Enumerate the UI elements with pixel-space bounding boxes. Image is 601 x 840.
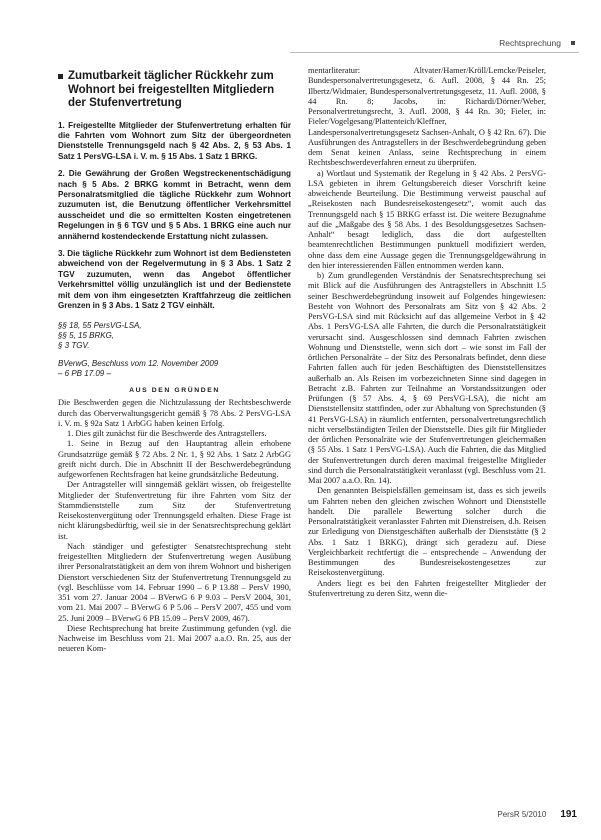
norm-ref: § 3 TGV.: [58, 341, 90, 351]
citation-line: BVerwG, Beschluss vom 12. November 2009: [58, 359, 219, 369]
leitsatz-2: 2. Die Gewährung der Großen Wegstreckenentschädigung nach § 5 Abs. 2 BRKG kommt in Betracht, wenn dem Personalratsmitglied die tägliche Rückkehr zum Wohnort zuzumuten ist, die Benutzung öffentlicher Verkehrsmittel ausscheidet und die so ermittelten Kosten eingetretenen Regelungen in § 6 TGV und § 5 Abs. 1 BRKG eine auch nur annähernd kostendeckende Erstattung nicht zulassen.: [58, 169, 291, 241]
issue-label: PersR 5/2010: [497, 810, 547, 819]
citation-line: – 6 PB 17.09 –: [58, 369, 111, 379]
header-square-icon: [571, 41, 575, 45]
body-paragraph: Nach ständiger und gefestigter Senatsrechtsprechung steht freigestellten Mitgliedern der Stufenvertretung wegen Ausübung ihrer Personalratstätigkeit an dem von ihrem Wohnort und bisherigen Dienstort verschiedenen Sitz der Stufenvertretung Trennungsgeld zu (vgl. Beschlüsse vom 14. Februar 1990 – 6 P 13.88 – PersV 1990, 351 vom 27. Januar 2004 – BVerwG 6 P 9.03 – PersV 2004, 301, vom 21. Mai 2007 – BVerwG 6 P 5.06 – PersV 2007, 455 und vom 25. Juni 2009 – BVerwG 6 PB 15.09 – PersV 2009, 467).: [58, 541, 291, 623]
page-number: 191: [560, 809, 577, 820]
body-paragraph: Diese Rechtsprechung hat breite Zustimmung gefunden (vgl. die Nachweise im Beschluss vom 21. Mai 2007 a.a.O. Rn. 25, aus der neueren Kom-: [58, 623, 291, 654]
body-paragraph: Die Beschwerden gegen die Nichtzulassung der Rechtsbeschwerde durch das Oberverwaltungsgericht gemäß § 78 Abs. 2 PersVG-LSA i. V. m. § 92a Satz 1 ArbGG haben keinen Erfolg.: [58, 398, 291, 428]
article-title: [58, 70, 291, 111]
title-bullet-icon: [58, 74, 63, 79]
page-header: [499, 38, 575, 48]
body-paragraph: 1. Dies gilt zunächst für die Beschwerde des Antragstellers.: [67, 429, 267, 439]
body-paragraph: Der Antragsteller will sinngemäß geklärt wissen, ob freigestellte Mitglieder der Stufenvertretung für ihre Fahrten vom Sitz der Stammdienststelle zum Sitz der Stufenvertretung Reisekostenvergütung oder Trennungsgeld erhalten. Diese Frage ist nicht klärungsbedürftig, weil sie in der Senatsrechtsprechung geklärt ist.: [58, 480, 291, 541]
page-footer: [497, 809, 577, 820]
norm-ref: §§ 5, 15 BRKG,: [58, 331, 115, 341]
body-paragraph: Anders liegt es bei den Fahrten freigestellter Mitglieder der Stufenvertretung zu deren Sitz, wenn die-: [308, 578, 546, 598]
norm-ref: §§ 18, 55 PersVG-LSA,: [58, 321, 142, 331]
body-paragraph: 1. Seine in Bezug auf den Hauptantrag allein erhobene Grundsatzrüge gemäß § 72 Abs. 2 Nr. 1, § 92 Abs. 1 Satz 2 ArbGG greift nicht durch. Die in Abschnitt II der Beschwerdebegründung aufgeworfenen Rechtsfragen hat keine grundsätzliche Bedeutung.: [58, 439, 291, 480]
body-paragraph: Den genannten Beispielsfällen gemeinsam ist, dass es sich jeweils um Fahrten neben den gleichen zwischen Wohnort und Dienststelle handelt. Die parallele Bewertung solcher durch die Personalratstätigkeit veranlasster Fahrten mit Dienstreisen, d.h. Reisen zur Erledigung von Dienstgeschäften außerhalb der Dienststätte (§ 2 Abs. 1 Satz 1 BRKG), drängt sich geradezu auf. Diese Vergleichbarkeit rechtfertigt die – entsprechende – Anwendung der Bestimmungen des Bundesreisekostengesetzes zur Reisekostenvergütung.: [308, 486, 546, 578]
header-rule: [290, 52, 579, 53]
article-title-text: Zumutbarkeit täglicher Rückkehr zum Wohnort bei freigestellten Mitgliedern der Stufenvertretung: [68, 70, 275, 109]
header-section-label: Rechtsprechung: [499, 38, 561, 48]
norm-references: [58, 321, 291, 351]
leitsatz-3: 3. Die tägliche Rückkehr zum Wohnort ist dem Bediensteten abweichend von der Regelvermutung in § 3 Abs. 1 Satz 2 TGV zuzumuten, wenn das Angebot öffentlicher Verkehrsmittel völlig unzulänglich ist und der Bedienstete mit dem von ihm eingesetzten Kraftfahrzeug die zeitlichen Grenzen in § 3 Abs. 1 Satz 2 TGV einhält.: [58, 248, 291, 310]
reasons-heading: AUS DEN GRÜNDEN: [129, 387, 220, 395]
right-column: [308, 66, 546, 599]
body-paragraph: mentarliteratur: Altvater/Hamer/Kröll/Lemcke/Peiseler, Bundespersonalvertretungsgesetz, 6. Aufl. 2008, § 44 Rn. 25; Ilbertz/Widmaier, Bundespersonalvertretungsgesetz, 11. Aufl. 2008, § 44 Rn. 8; Jacobs, in: Richardi/Dörner/Weber, Personalvertretungsrecht, 3. Aufl. 2008, § 44 Rn. 30; Fieler, in: Fieler/Vogelgesang/Plattenteich/Kleffner, Landespersonalvertretungsgesetz Sachsen-Anhalt, O § 42 Rn. 67). Die Ausführungen des Antragstellers in der Beschwerdebegründung geben dem Senat keinen Anlass, seine Rechtsprechung in einem Rechtsbeschwerdeverfahren erneut zu überprüfen.: [308, 66, 546, 168]
left-column: [58, 70, 291, 655]
leitsatz-1: 1. Freigestellte Mitglieder der Stufenvertretung erhalten für die Fahrten vom Wohnort zum Sitz der übergeordneten Dienststelle Trennungsgeld nach § 42 Abs. 2, § 53 Abs. 1 Satz 1 PersVG-LSA i. V. m. § 15 Abs. 1 Satz 1 BRKG.: [58, 120, 291, 161]
court-citation: [58, 359, 291, 379]
body-paragraph: b) Zum grundlegenden Verständnis der Senatsrechtsprechung sei mit Blick auf die Ausführungen des Antragstellers in Abschnitt I.5 seiner Beschwerdebegründung insoweit auf Folgendes hingewiesen: Besteht von Wohnort des Personalrats am Sitz von § 42 Abs. 2 PersVG-LSA sind mit Rücksicht auf das allgemeine Verbot in § 42 Abs. 1 PersVG-LSA alle Fahrten, die durch die Personalratstätigkeit verursacht sind. Ausgeschlossen sind demnach Fahrten zwischen Wohnung und Dienststelle, wenn sich dort – wie sonst im Fall der örtlichen Personalräte – der Sitz des Personalrats befindet, denn diese Fahrten fallen auch für jeden Beschäftigten des Dienststellensitzes außerhalb an. Als Reisen im vorbezeichneten Sinne sind dagegen in Betracht z.B. Fahrten zur Teilnahme an Vorstandssitzungen oder Prüfungen (§ 57 Abs. 4, § 69 PersVG-LSA), die nicht am Dienststellensitz stattfinden, oder zur Abhaltung von Sprechstunden (§ 41 PersVG-LSA) in räumlich entfernten, personalvertretungsrechtlich nicht verselbständigten Teilen der Dienststelle. Dies gilt für Mitglieder der örtlichen Personalräte wie der Stufenvertretungen gleichermaßen (§ 55 Abs. 1 Satz 1 PersVG-LSA). Auch die Fahrten, die das Mitglied der Stufenvertretungen durch deren maximal freigestellte Mitglieder sind durch die Personalratstätigkeit veranlasst (vgl. Beschluss vom 21. Mai 2007 a.a.O. Rn. 14).: [308, 271, 546, 485]
body-paragraph: a) Wortlaut und Systematik der Regelung in § 42 Abs. 2 PersVG-LSA gebieten in ihrem Geltungsbereich dieser Vorschrift keine abweichende Beurteilung. Die Bestimmung verweist pauschal auf „Reisekosten nach Bundesreisekostengesetz“, womit auch das Trennungsgeld nach § 15 BRKG erfasst ist. Die weitere Bezugnahme auf die „Maßgabe des § 58 Abs. 1 des Besoldungsgesetzes Sachsen-Anhalt“ besagt lediglich, dass die dort aufgestellten beamtenrechtlichen Bestimmungen punktuell modifiziert werden, ohne dass dem eine Aussage gegen die Trennungsgeldgewährung in den hier interessierenden Fällen entnommen werden kann.: [308, 168, 546, 270]
